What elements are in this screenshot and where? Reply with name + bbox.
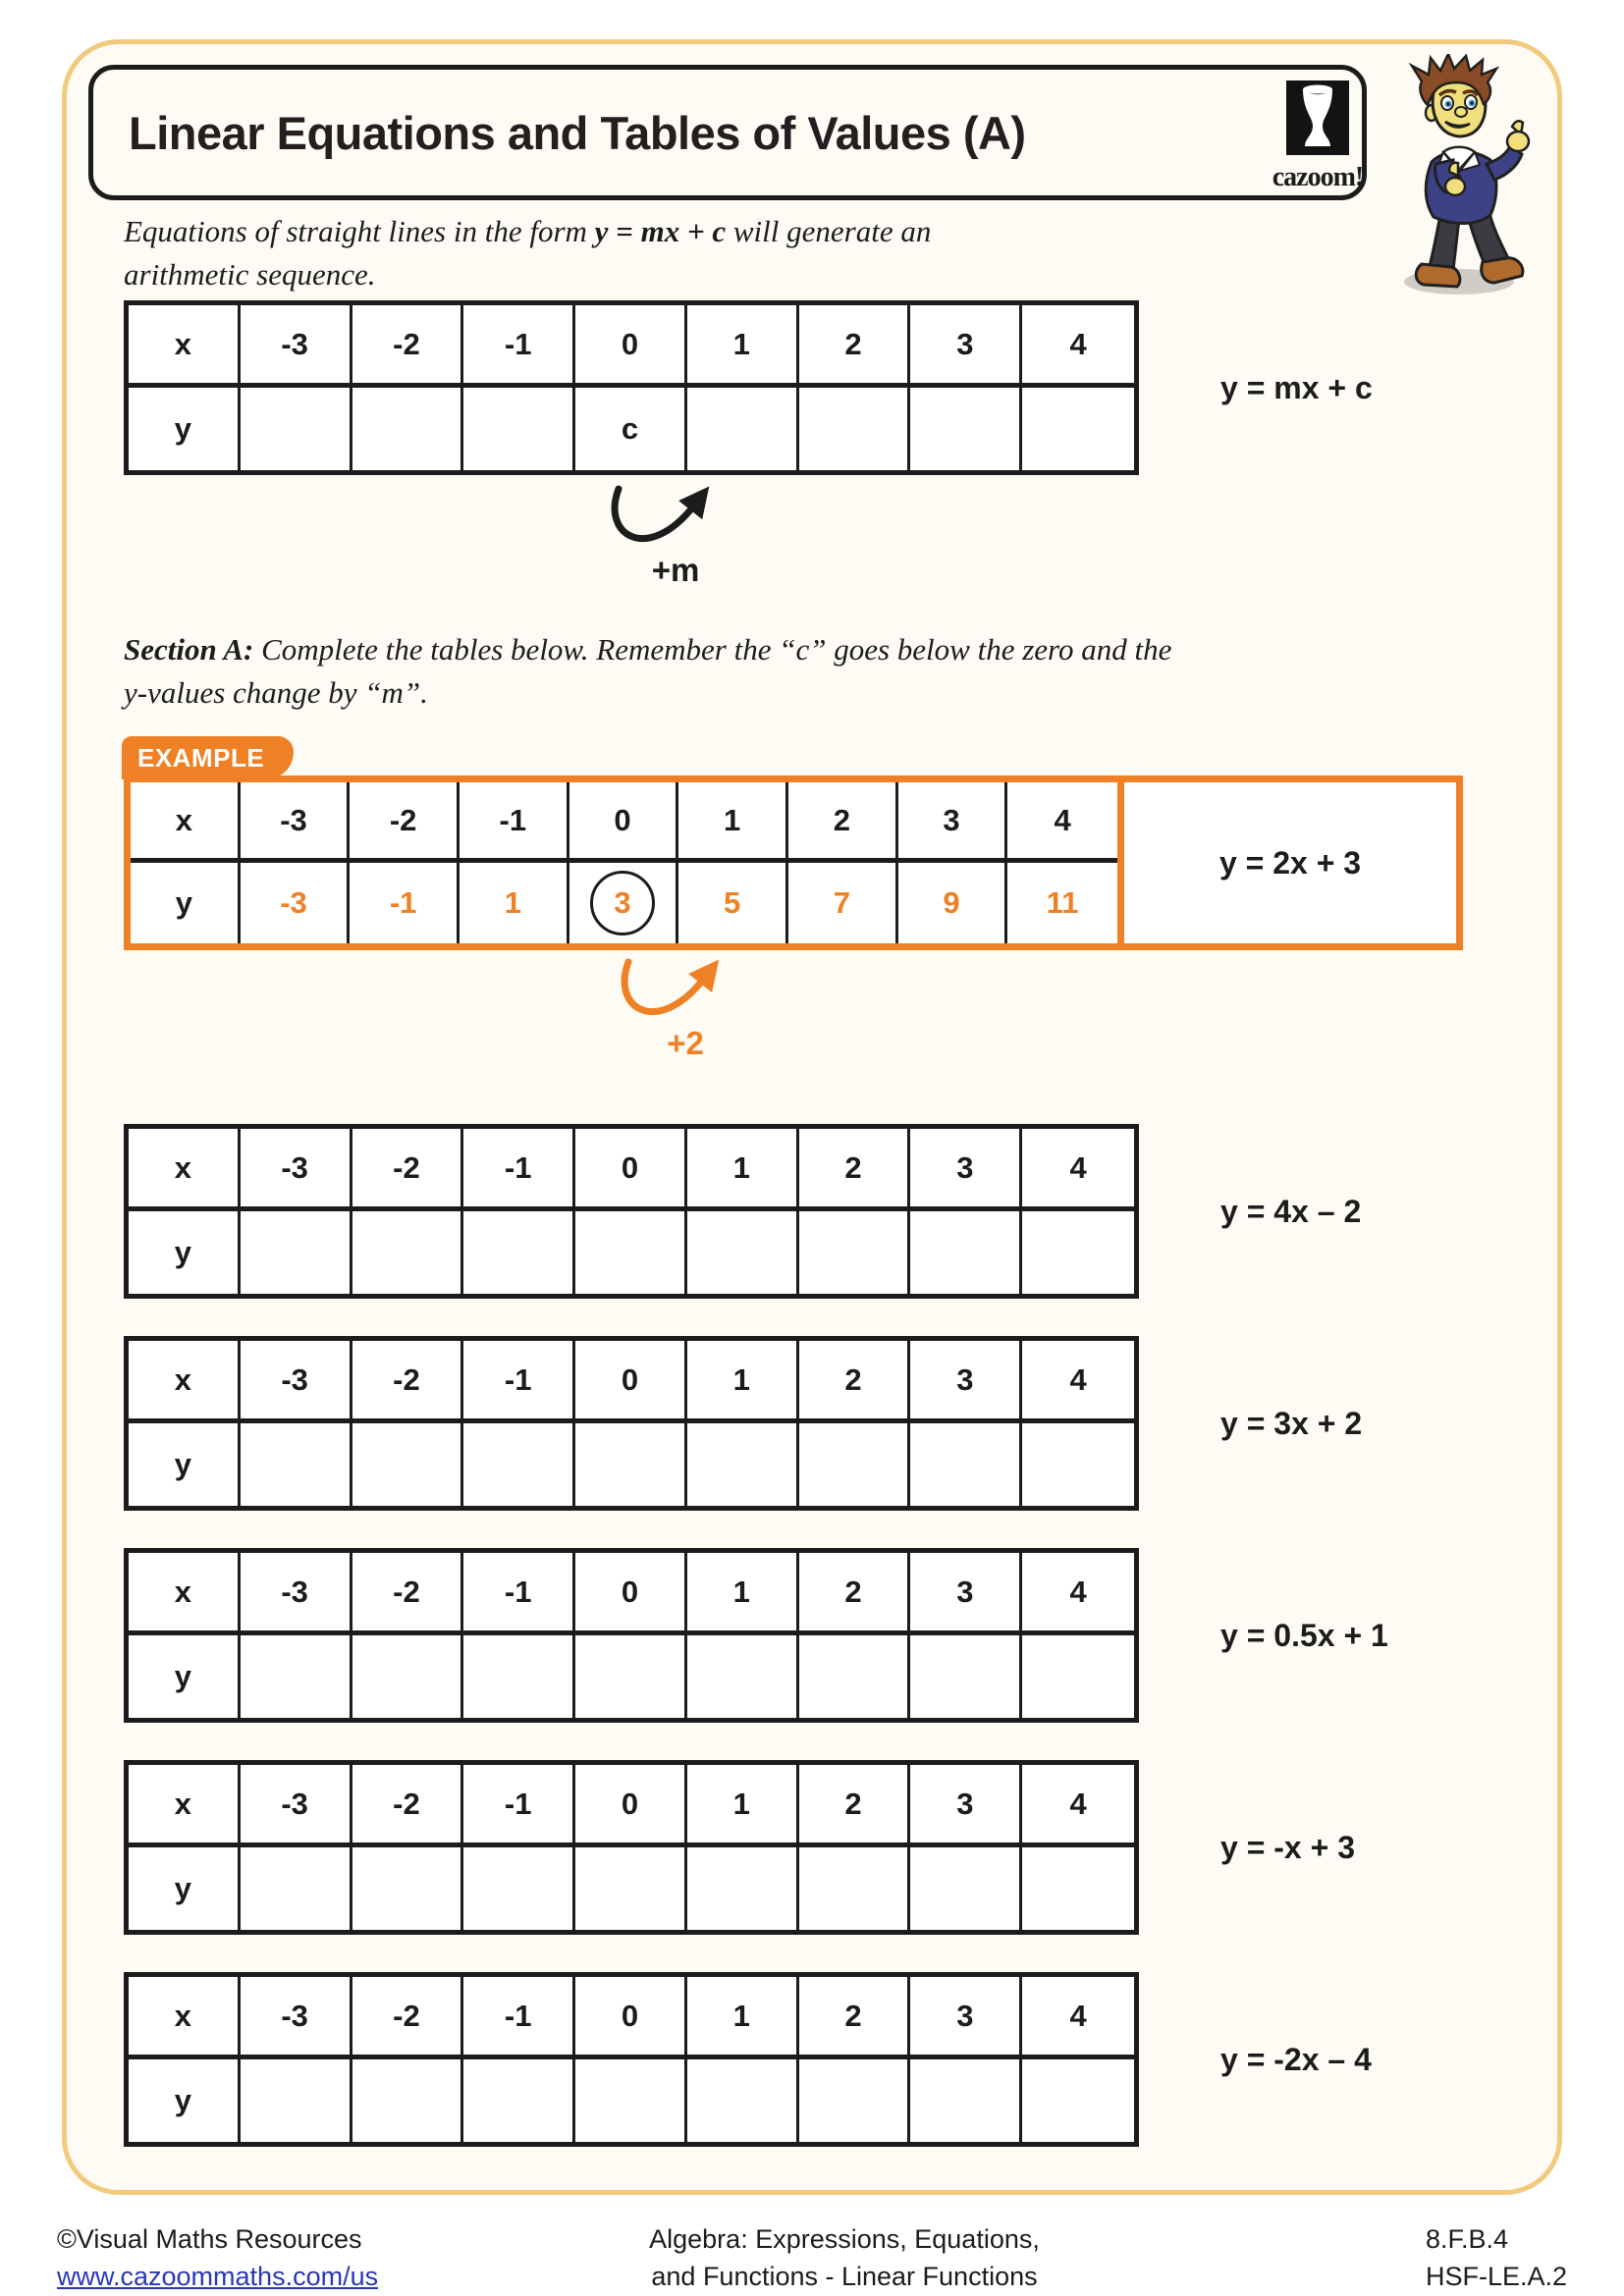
cell-value: 2 [833,802,850,837]
y-value-cell [687,1847,799,1930]
x-value-cell [463,305,575,388]
x-value-cell [1022,1129,1134,1211]
cell-value: -3 [281,1574,308,1609]
cell-value: -1 [504,1149,532,1185]
cell-value: 3 [956,1362,974,1397]
x-value-cell [350,782,460,863]
y-value-cell [687,388,799,470]
cell-value: y [174,1659,191,1693]
x-value-cell [569,782,679,863]
x-value-cell [910,305,1022,388]
cell-value: 2 [844,1998,862,2033]
x-value-cell [352,1765,464,1847]
y-value-cell [687,1423,799,1506]
cell-value: 1 [732,1998,750,2033]
y-value-cell [241,1635,352,1718]
footer-center [471,2220,1218,2295]
cell-value: c [621,411,639,446]
y-row-header-cell [129,1847,241,1930]
y-value-cell [687,1211,799,1294]
y-row-header-cell [129,1423,241,1506]
x-value-cell [241,1341,352,1423]
y-row-header-cell [129,388,241,470]
cell-value: 4 [1069,1362,1087,1397]
cell-value: -1 [504,1998,532,2033]
example-box [124,775,1463,950]
y-row-header-cell [131,863,241,943]
x-row-header-cell [129,1341,241,1423]
x-value-cell [898,782,1008,863]
y-value-cell [352,388,464,470]
x-value-cell [352,305,464,388]
y-value-cell [241,1211,352,1294]
standard-code-1: 8.F.B.4 [1426,2224,1509,2254]
x-value-cell [241,1553,352,1635]
cell-value: 0 [621,1786,639,1821]
cazoom-website-link[interactable]: www.cazoommaths.com/us [57,2262,379,2291]
cell-value: y [174,1871,191,1905]
x-value-cell [352,1553,464,1635]
y-value-cell [575,388,687,470]
y-value-cell [910,388,1022,470]
x-value-cell [687,1129,799,1211]
x-value-cell [799,1553,911,1635]
y-value-cell [463,1423,575,1506]
x-value-cell [687,305,799,388]
cell-value: 1 [724,802,741,837]
y-value-cell [799,1211,911,1294]
y-value-cell [575,1423,687,1506]
y-value-cell [910,1423,1022,1506]
cell-value: y [174,1447,191,1481]
page-title: Linear Equations and Tables of Values (A) [129,106,1026,159]
y-value-cell [1022,1635,1134,1718]
x-value-cell [799,1129,911,1211]
y-value-cell [460,863,569,943]
mascot-illustration [1382,54,1543,299]
exercise-equation-2: y = 3x + 2 [1220,1405,1363,1441]
exercise-table-4 [124,1760,1139,1935]
y-value-cell [241,2059,352,2142]
intro-text [124,210,1263,296]
x-value-cell [910,1765,1022,1847]
cell-value: x [174,1574,191,1609]
x-value-cell [1007,782,1117,863]
cell-value: x [174,1786,191,1821]
x-value-cell [1022,1977,1134,2059]
cell-value: -3 [280,885,307,920]
y-value-cell [687,1635,799,1718]
y-value-cell [1022,1211,1134,1294]
cell-value: 4 [1054,802,1071,837]
cell-value: -3 [281,1786,308,1821]
example-equation: y = 2x + 3 [1218,844,1362,881]
section-a-line2: y-values change by “m”. [124,675,428,710]
cell-value: y [175,885,192,920]
x-value-cell [799,1341,911,1423]
cell-value: -1 [504,1362,532,1397]
y-value-cell [1022,1423,1134,1506]
plus-m-label: +m [651,552,700,588]
y-value-cell [241,1423,352,1506]
cell-value: x [175,802,192,837]
y-value-cell [1022,1847,1134,1930]
y-value-cell [463,1635,575,1718]
intro-table [124,300,1139,475]
cell-value: 0 [621,326,639,361]
y-value-cell [575,1847,687,1930]
y-row-header-cell [129,1635,241,1718]
x-value-cell [687,1765,799,1847]
cell-value: -2 [389,802,417,837]
footer-left [57,2220,378,2295]
y-value-cell [241,1847,352,1930]
x-value-cell [463,1129,575,1211]
x-value-cell [575,1553,687,1635]
x-value-cell [687,1977,799,2059]
y-value-cell [575,1635,687,1718]
x-value-cell [1022,1765,1134,1847]
exercise-table-5 [124,1972,1139,2147]
x-value-cell [463,1341,575,1423]
plus-2-label: +2 [667,1025,704,1061]
y-value-cell [898,863,1008,943]
cell-value: x [174,326,191,361]
x-value-cell [799,305,911,388]
y-value-cell [352,1847,464,1930]
y-value-cell [352,1635,464,1718]
cell-value: 3 [956,1786,974,1821]
exercise-table-3 [124,1548,1139,1723]
cell-value: 3 [943,802,960,837]
footer-right [1426,2220,1567,2295]
cell-value: 3 [956,1574,974,1609]
cell-value: 4 [1069,1574,1087,1609]
cell-value: 3 [956,326,974,361]
y-value-cell [1007,863,1117,943]
y-value-cell [678,863,788,943]
x-value-cell [241,1977,352,2059]
y-value-cell [463,388,575,470]
y-value-cell [463,2059,575,2142]
intro-table-equation: y = mx + c [1220,369,1373,405]
x-row-header-cell [129,1977,241,2059]
x-value-cell [687,1341,799,1423]
x-row-header-cell [131,782,241,863]
y-row-header-cell [129,2059,241,2142]
cell-value: -1 [499,802,527,837]
x-row-header-cell [129,1129,241,1211]
x-value-cell [799,1765,911,1847]
exercise-equation-5: y = -2x – 4 [1220,2041,1372,2077]
intro-pre: Equations of straight lines in the form [124,214,595,248]
cazoom-logo [1255,80,1380,193]
cell-value: 2 [844,1149,862,1185]
example-table [131,782,1124,943]
y-value-cell [352,1423,464,1506]
cazoom-goblet-icon [1286,80,1349,155]
x-value-cell [241,305,352,388]
cell-value: 2 [844,1786,862,1821]
y-value-cell [1022,2059,1134,2142]
cell-value: -2 [393,1362,420,1397]
exercise-table-2 [124,1336,1139,1511]
y-value-cell [463,1211,575,1294]
y-value-cell [799,2059,911,2142]
cell-value: y [174,411,191,446]
cazoom-logo-text: cazoom! [1272,162,1364,192]
x-value-cell [910,1129,1022,1211]
x-value-cell [678,782,788,863]
cell-value: -3 [281,1149,308,1185]
x-row-header-cell [129,305,241,388]
cell-value: 9 [943,885,960,920]
x-value-cell [241,782,351,863]
y-value-cell [799,1423,911,1506]
cell-value: -3 [281,1998,308,2033]
footer-topic-line2: and Functions - Linear Functions [651,2262,1038,2291]
cell-value: 1 [732,1786,750,1821]
exercise-table-1 [124,1124,1139,1299]
copyright-text: ©Visual Maths Resources [57,2224,362,2254]
x-value-cell [1022,1341,1134,1423]
cell-value: 0 [614,802,631,837]
example-badge: EXAMPLE [122,736,294,779]
cell-value: 3 [956,1149,974,1185]
section-a-line1: Complete the tables below. Remember the “c” goes below the zero and the [253,632,1172,667]
cell-value: 2 [844,326,862,361]
cell-value: -1 [504,326,532,361]
x-value-cell [1022,305,1134,388]
x-value-cell [687,1553,799,1635]
cell-value: x [174,1362,191,1397]
x-value-cell [463,1977,575,2059]
y-value-cell [799,388,911,470]
cell-value: -2 [393,326,420,361]
cell-value: -1 [389,885,417,920]
x-value-cell [241,1765,352,1847]
cell-value: -2 [393,1998,420,2033]
y-value-cell [910,1847,1022,1930]
y-value-cell [910,2059,1022,2142]
x-value-cell [463,1765,575,1847]
x-value-cell [910,1553,1022,1635]
y-value-cell [352,1211,464,1294]
y-value-cell [463,1847,575,1930]
exercise-equation-4: y = -x + 3 [1220,1829,1355,1865]
y-value-cell [1022,388,1134,470]
cell-value: -1 [504,1786,532,1821]
x-value-cell [575,305,687,388]
cell-value: -2 [393,1786,420,1821]
y-value-cell [569,863,679,943]
footer-topic-line1: Algebra: Expressions, Equations, [649,2224,1040,2254]
y-value-cell [799,1635,911,1718]
section-a-text [124,628,1439,715]
cell-value: 1 [732,1574,750,1609]
x-row-header-cell [129,1765,241,1847]
cell-value: -3 [280,802,307,837]
x-row-header-cell [129,1553,241,1635]
cell-value: 4 [1069,1149,1087,1185]
title-box [88,65,1367,200]
cell-value: x [174,1149,191,1185]
cell-value: 0 [621,1362,639,1397]
cell-value: 3 [590,871,655,935]
intro-line2: arithmetic sequence. [124,257,376,292]
x-value-cell [788,782,898,863]
x-value-cell [910,1341,1022,1423]
y-value-cell [799,1847,911,1930]
cell-value: 1 [732,1149,750,1185]
y-value-cell [910,1635,1022,1718]
intro-equation: y = mx + c [594,214,727,248]
y-value-cell [575,2059,687,2142]
cell-value: 11 [1046,885,1079,920]
cell-value: y [174,1235,191,1269]
x-value-cell [352,1341,464,1423]
y-value-cell [788,863,898,943]
cell-value: 1 [732,1362,750,1397]
intro-post: will generate an [726,214,932,248]
cell-value: y [174,2083,191,2117]
x-value-cell [352,1129,464,1211]
y-value-cell [241,863,351,943]
cell-value: 4 [1069,1998,1087,2033]
x-value-cell [241,1129,352,1211]
cell-value: -3 [281,326,308,361]
x-value-cell [910,1977,1022,2059]
x-value-cell [575,1341,687,1423]
cell-value: 2 [844,1574,862,1609]
plus-m-curve-arrow-icon [597,483,744,556]
cell-value: 1 [732,326,750,361]
cell-value: -1 [504,1574,532,1609]
exercise-equation-3: y = 0.5x + 1 [1220,1617,1388,1653]
x-value-cell [799,1977,911,2059]
y-value-cell [910,1211,1022,1294]
cell-value: 1 [504,885,521,920]
y-value-cell [241,388,352,470]
x-value-cell [463,1553,575,1635]
cell-value: 4 [1069,1786,1087,1821]
cell-value: 4 [1069,326,1087,361]
cell-value: 3 [956,1998,974,2033]
y-value-cell [687,2059,799,2142]
standard-code-2: HSF-LE.A.2 [1426,2262,1568,2291]
cell-value: x [174,1998,191,2033]
y-value-cell [575,1211,687,1294]
cell-value: 0 [621,1998,639,2033]
cell-value: 0 [621,1574,639,1609]
x-value-cell [460,782,569,863]
x-value-cell [1022,1553,1134,1635]
cell-value: -2 [393,1574,420,1609]
x-value-cell [575,1977,687,2059]
y-value-cell [352,2059,464,2142]
y-value-cell [350,863,460,943]
section-a-label: Section A: [124,632,254,667]
example-equation-panel [1124,782,1456,943]
plus-2-curve-arrow-icon [607,956,754,1029]
cell-value: 5 [724,885,741,920]
cell-value: -2 [393,1149,420,1185]
cell-value: -3 [281,1362,308,1397]
x-value-cell [575,1765,687,1847]
y-row-header-cell [129,1211,241,1294]
x-value-cell [575,1129,687,1211]
exercise-equation-1: y = 4x – 2 [1220,1193,1362,1229]
cell-value: 7 [833,885,850,920]
cell-value: 2 [844,1362,862,1397]
x-value-cell [352,1977,464,2059]
cell-value: 0 [621,1149,639,1185]
